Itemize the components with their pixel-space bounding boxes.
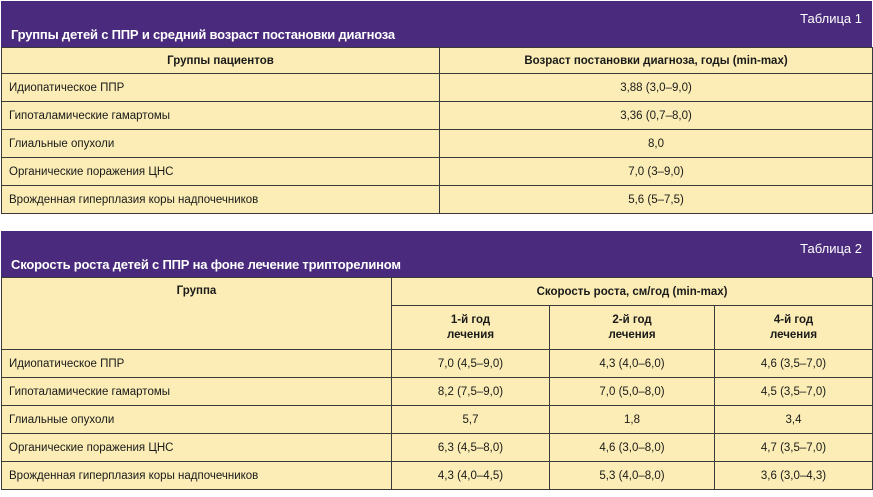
cell-value: 8,0 (440, 130, 873, 158)
table-2-header-row (2, 278, 873, 306)
row-label: Органические поражения ЦНС (2, 434, 392, 462)
speed-column-header: Скорость роста, см/год (min-max) (392, 278, 873, 306)
table-1-number: Таблица 1 (800, 11, 862, 26)
table-row (2, 186, 873, 214)
cell-value: 3,36 (0,7–8,0) (440, 102, 873, 130)
cell-value: 4,7 (3,5–7,0) (715, 434, 873, 462)
table-1-header-row (2, 48, 873, 74)
table-2-header (1, 231, 872, 277)
cell-value: 6,3 (4,5–8,0) (392, 434, 550, 462)
year-1-header: 1-й год лечения (392, 306, 550, 350)
cell-value: 4,3 (4,0–4,5) (392, 462, 550, 490)
row-label: Идиопатическое ППР (2, 74, 440, 102)
table-1-header (1, 1, 872, 47)
cell-value: 4,3 (4,0–6,0) (550, 350, 715, 378)
year-4-header: 4-й год лечения (715, 306, 873, 350)
table-2-number: Таблица 2 (800, 241, 862, 256)
cell-value: 5,3 (4,0–8,0) (550, 462, 715, 490)
table-row (2, 434, 873, 462)
cell-value: 3,4 (715, 406, 873, 434)
table-1-title: Группы детей с ППР и средний возраст постановки диагноза (11, 27, 395, 42)
cell-value: 4,6 (3,5–7,0) (715, 350, 873, 378)
table-1-grid (1, 47, 873, 214)
cell-value: 3,6 (3,0–4,3) (715, 462, 873, 490)
cell-value: 4,6 (3,0–8,0) (550, 434, 715, 462)
table-row (2, 462, 873, 490)
table-row (2, 378, 873, 406)
cell-value: 7,0 (5,0–8,0) (550, 378, 715, 406)
cell-value: 7,0 (3–9,0) (440, 158, 873, 186)
group-column-header: Группа (2, 278, 392, 350)
table-row (2, 158, 873, 186)
table-row (2, 102, 873, 130)
table-row (2, 130, 873, 158)
cell-value: 5,6 (5–7,5) (440, 186, 873, 214)
row-label: Врожденная гиперплазия коры надпочечников (2, 186, 440, 214)
row-label: Гипоталамические гамартомы (2, 102, 440, 130)
row-label: Глиальные опухоли (2, 406, 392, 434)
cell-value: 5,7 (392, 406, 550, 434)
cell-value: 3,88 (3,0–9,0) (440, 74, 873, 102)
cell-value: 4,5 (3,5–7,0) (715, 378, 873, 406)
cell-value: 1,8 (550, 406, 715, 434)
table-row (2, 350, 873, 378)
column-header: Возраст постановки диагноза, годы (min-max) (440, 48, 873, 74)
table-1 (1, 1, 872, 214)
table-2-grid (1, 277, 873, 490)
column-header: Группы пациентов (2, 48, 440, 74)
year-2-header: 2-й год лечения (550, 306, 715, 350)
row-label: Органические поражения ЦНС (2, 158, 440, 186)
row-label: Идиопатическое ППР (2, 350, 392, 378)
cell-value: 8,2 (7,5–9,0) (392, 378, 550, 406)
row-label: Врожденная гиперплазия коры надпочечников (2, 462, 392, 490)
table-2 (1, 231, 872, 490)
row-label: Глиальные опухоли (2, 130, 440, 158)
cell-value: 7,0 (4,5–9,0) (392, 350, 550, 378)
table-row (2, 74, 873, 102)
table-row (2, 406, 873, 434)
row-label: Гипоталамические гамартомы (2, 378, 392, 406)
table-2-title: Скорость роста детей с ППР на фоне лечение трипторелином (11, 257, 401, 272)
